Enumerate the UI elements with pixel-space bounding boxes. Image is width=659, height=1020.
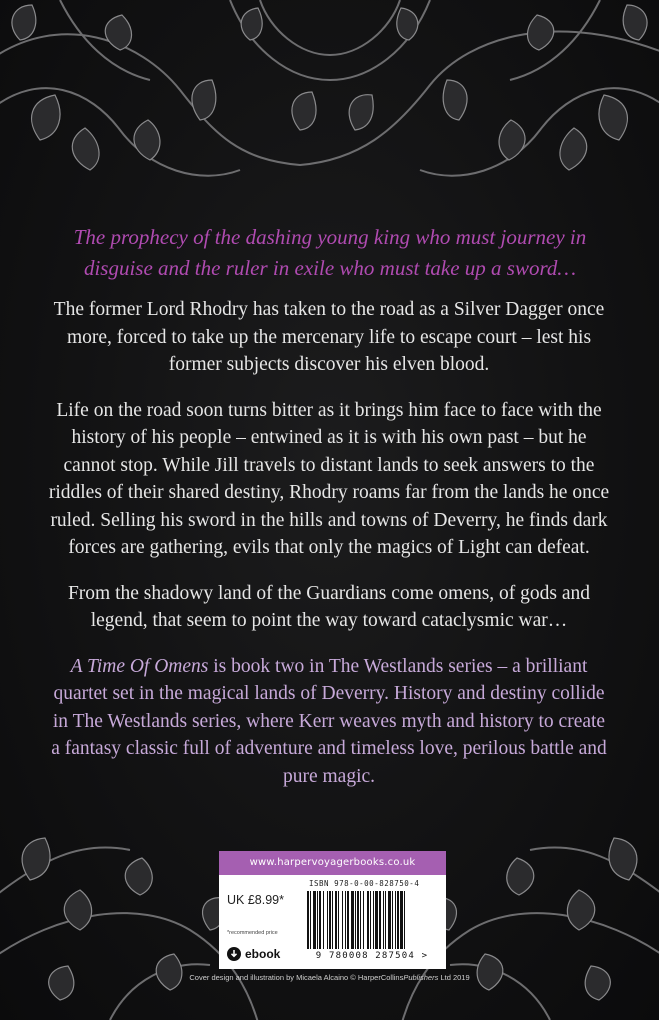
ebook-badge bbox=[227, 947, 280, 961]
barcode-bar bbox=[383, 891, 384, 949]
barcode-bar bbox=[335, 891, 337, 949]
barcode-bar bbox=[367, 891, 369, 949]
barcode-bar bbox=[317, 891, 318, 949]
download-icon bbox=[227, 947, 241, 961]
barcode-bar bbox=[307, 891, 309, 949]
tagline: The prophecy of the dashing young king who must journey in disguise and the ruler in exile who must take up a sword… bbox=[73, 225, 587, 280]
publisher-url[interactable]: www.harpervoyagerbooks.co.uk bbox=[219, 851, 446, 875]
barcode-bar bbox=[355, 891, 356, 949]
barcode-bar bbox=[370, 891, 371, 949]
barcode-bar bbox=[388, 891, 391, 949]
barcode-bar bbox=[327, 891, 328, 949]
blurb-paragraph-2: Life on the road soon turns bitter as it brings him face to face with the history of his people – entwined as it is with his own past – but he cannot stop. While Jill travels to distant lands to seek answers to the riddles of their shared destiny, Rhodry roams far from the lands he once ruled. Selling his sword in the hills and towns of Deverry, he finds dark forces are gathering, evils that only the magics of Light can defeat. bbox=[48, 399, 610, 558]
barcode-bar bbox=[360, 891, 361, 949]
barcode-bar bbox=[375, 891, 378, 949]
barcode-bar bbox=[357, 891, 359, 949]
barcode-bar bbox=[347, 891, 349, 949]
barcode-bar bbox=[392, 891, 393, 949]
price: UK £8.99* bbox=[227, 893, 284, 907]
isbn: ISBN 978-0-00-828750-4 bbox=[309, 879, 420, 888]
ebook-label: ebook bbox=[245, 947, 281, 961]
price-note: *recommended price bbox=[227, 930, 278, 936]
blurb-paragraph-3: From the shadowy land of the Guardians come omens, of gods and legend, that seem to point the way toward cataclysmic war… bbox=[67, 582, 591, 631]
barcode-bar bbox=[338, 891, 339, 949]
barcode-bar bbox=[319, 891, 321, 949]
credit-publisher: Publishers bbox=[403, 973, 439, 982]
series-promo bbox=[48, 653, 610, 791]
barcode-bar bbox=[342, 891, 343, 949]
barcode bbox=[305, 891, 439, 949]
barcode-bar bbox=[323, 891, 324, 949]
credit-year: Ltd 2019 bbox=[438, 973, 470, 982]
barcode-bar bbox=[379, 891, 381, 949]
book-title: A Time Of Omens bbox=[70, 655, 209, 677]
barcode-bar bbox=[345, 891, 346, 949]
blurb bbox=[48, 296, 610, 808]
barcode-digits: 9 780008 287504 > bbox=[315, 951, 429, 961]
barcode-bar bbox=[395, 891, 396, 949]
cover-credit bbox=[0, 973, 659, 982]
credit-text: Cover design and illustration by Micaela Alcaino © HarperCollins bbox=[189, 973, 404, 982]
barcode-bar bbox=[397, 891, 399, 949]
barcode-panel bbox=[219, 851, 446, 969]
series-promo-text: is book two in The Westlands series – a brilliant quartet set in the magical lands of Deverry. History and destiny collide in The Westlands series, where Kerr weaves myth and history to create a fantasy classic full of adventure and timeless love, perilous battle and pure magic. bbox=[51, 655, 607, 787]
barcode-bar bbox=[373, 891, 374, 949]
barcode-bar bbox=[351, 891, 354, 949]
blurb-paragraph-1: The former Lord Rhodry has taken to the road as a Silver Dagger once more, forced to take up the mercenary life to escape court – lest his former subjects discover his elven blood. bbox=[53, 299, 605, 375]
barcode-bar bbox=[329, 891, 331, 949]
barcode-bar bbox=[310, 891, 311, 949]
barcode-bar bbox=[313, 891, 316, 949]
barcode-bar bbox=[385, 891, 386, 949]
barcode-bar bbox=[400, 891, 403, 949]
barcode-bar bbox=[332, 891, 333, 949]
barcode-bar bbox=[363, 891, 364, 949]
barcode-bar bbox=[404, 891, 405, 949]
